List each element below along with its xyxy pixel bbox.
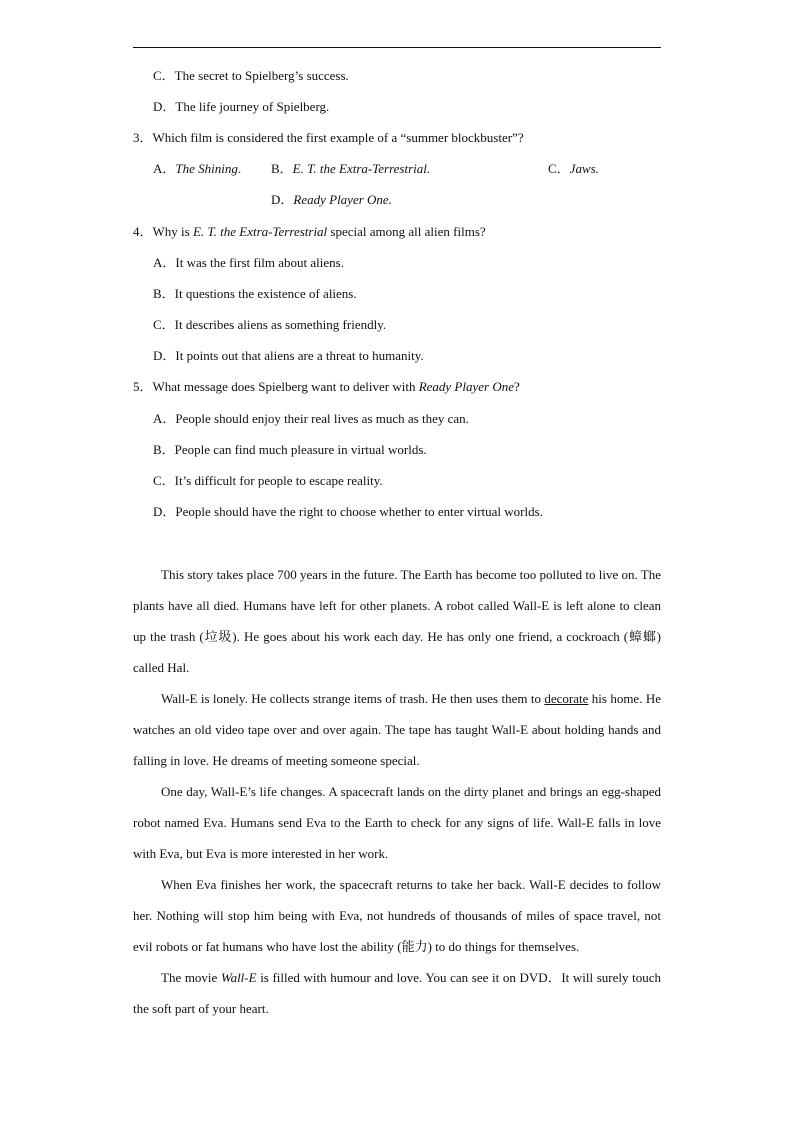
- q4-question-suffix: special among all alien films?: [327, 224, 486, 239]
- reading-passage: [133, 559, 661, 1024]
- q5-option-b: B．People can find much pleasure in virtual worlds.: [153, 442, 427, 457]
- q3-option-a-prefix: A．: [153, 161, 176, 176]
- passage-p2-start: Wall-E is lonely. He collects strange items of trash. He then uses them to: [161, 691, 545, 706]
- passage-paragraph-2: [133, 683, 661, 776]
- passage-paragraph-5: [133, 962, 661, 1024]
- passage-p5-end: is filled with humour and love. You can see it on DVD．It will surely touch the soft part of your heart.: [133, 970, 661, 1016]
- q4-option-b: B．It questions the existence of aliens.: [153, 286, 357, 301]
- q2-option-d: D．The life journey of Spielberg.: [153, 99, 330, 114]
- q3-option-a-suffix: .: [237, 161, 242, 176]
- q5-question-title: Ready Player One: [418, 379, 514, 394]
- q3-option-a: [153, 161, 241, 177]
- q3-option-b: [271, 161, 430, 177]
- q3-option-c-title: Jaws.: [569, 161, 599, 176]
- q4-question-title: E. T. the Extra-Terrestrial: [192, 224, 328, 239]
- q3-option-c: [548, 161, 599, 177]
- q4-option-a: A．It was the first film about aliens.: [153, 255, 344, 270]
- movie-title-wall-e: Wall-E: [220, 970, 257, 985]
- q3-option-b-prefix: B．: [271, 161, 293, 176]
- q3-question: 3．Which film is considered the first example of a “summer blockbuster”?: [133, 130, 524, 145]
- header-rule: [133, 47, 661, 48]
- passage-paragraph-3: One day, Wall-E’s life changes. A spacecraft lands on the dirty planet and brings an egg-shaped robot named Eva. Humans send Eva to the Earth to check for any signs of life. Wall-E falls in love with Eva, but Eva is more interested in her work.: [133, 784, 661, 861]
- passage-p2-end: his home. He watches an old video tape over and over again. The tape has taught Wall-E about holding hands and falling in love. He dreams of meeting someone special.: [133, 691, 661, 768]
- q4-option-c: C．It describes aliens as something friendly.: [153, 317, 387, 332]
- passage-p5-start: The movie: [161, 970, 221, 985]
- q4-question-prefix: 4．Why is: [133, 224, 193, 239]
- q3-option-b-title: E. T. the Extra-Terrestrial.: [292, 161, 431, 176]
- q5-question-suffix: ?: [514, 379, 520, 394]
- passage-paragraph-1: This story takes place 700 years in the future. The Earth has become too polluted to live on. The plants have all died. Humans have left for other planets. A robot called Wall-E is left alone to clean up the trash (垃圾). He goes about his work each day. He has only one friend, a cockroach (蟑螂) called Hal.: [133, 567, 661, 675]
- q3-option-d-prefix: D．: [271, 192, 294, 207]
- q5-option-c: C．It’s difficult for people to escape reality.: [153, 473, 383, 488]
- q5-question: [133, 379, 520, 395]
- passage-paragraph-4: When Eva finishes her work, the spacecraft returns to take her back. Wall-E decides to follow her. Nothing will stop him being with Eva, not hundreds of thousands of miles of space travel, not evil robots or fat humans who have lost the ability (能力) to do things for themselves.: [133, 877, 661, 954]
- q5-option-d: D．People should have the right to choose whether to enter virtual worlds.: [153, 504, 543, 519]
- q4-option-d: D．It points out that aliens are a threat to humanity.: [153, 348, 424, 363]
- q4-question: [133, 224, 486, 240]
- q2-option-c: C．The secret to Spielberg’s success.: [153, 68, 349, 83]
- q5-option-a: A．People should enjoy their real lives as much as they can.: [153, 411, 469, 426]
- q5-question-prefix: 5．What message does Spielberg want to deliver with: [133, 379, 419, 394]
- underlined-word-decorate: decorate: [544, 691, 589, 706]
- q3-option-c-prefix: C．: [548, 161, 570, 176]
- q3-option-d-title: Ready Player One.: [293, 192, 392, 207]
- q3-option-d: [271, 192, 392, 208]
- q3-option-a-title: The Shining: [175, 161, 238, 176]
